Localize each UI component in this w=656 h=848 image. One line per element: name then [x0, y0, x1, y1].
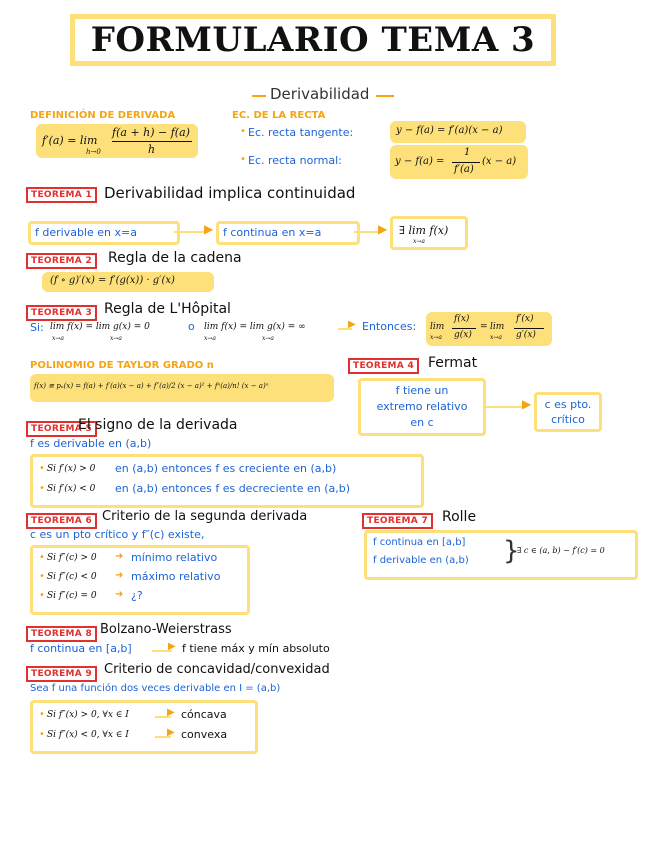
bullet-dot: • — [39, 483, 45, 494]
sd-line-1-math: Si f″(c) > 0 — [47, 553, 97, 563]
limit-exists-box — [390, 216, 468, 250]
extremum-box — [358, 378, 486, 436]
subtitle-rule-right — [376, 95, 394, 97]
chain-rule-formula: (f ∘ g)′(x) = f′(g(x)) · g′(x) — [50, 275, 175, 286]
taylor-formula: f(x) ≅ pₙ(x) = f(a) + f′(a)(x − a) + f″(a)/2 (x − a)² + fⁿ(a)/n! (x − a)ⁿ — [34, 382, 269, 390]
arrow-right-icon: ➜ — [115, 551, 124, 562]
sign-derivative-box — [30, 454, 424, 508]
theorem-9-title: Criterio de concavidad/convexidad — [104, 662, 330, 677]
arrow-right-icon: ▶ — [522, 397, 532, 411]
normal-denominator: f′(a) — [454, 164, 474, 175]
title-box — [70, 14, 556, 66]
sd-line-3-text: ¿? — [131, 589, 143, 602]
lhopital-sub-2a: x→a — [204, 335, 216, 342]
bullet-dot: • — [240, 126, 246, 137]
extremum-line-1: f tiene un — [395, 384, 449, 397]
arrow-line — [174, 231, 208, 233]
bullet-dot: • — [39, 463, 45, 474]
fraction-bar — [112, 141, 192, 142]
bullet-dot: • — [39, 552, 45, 563]
bullet-dot: • — [39, 571, 45, 582]
sign-line-1-math: Si f′(x) > 0 — [47, 464, 96, 474]
lhopital-sub-1a: x→a — [52, 335, 64, 342]
continuous-box-text: f continua en x=a — [223, 226, 322, 239]
fraction-bar — [452, 328, 476, 329]
lhopital-lim-right: lim — [490, 322, 505, 332]
rolle-box — [364, 530, 638, 580]
bolzano-result: f tiene máx y mín absoluto — [182, 642, 330, 655]
theorem-7-title: Rolle — [442, 509, 477, 525]
lhopital-gp-den: g′(x) — [516, 330, 536, 340]
theorem-tag-1: TEOREMA 1 — [26, 187, 97, 203]
concavity-line-1-text: cóncava — [181, 708, 227, 721]
theorem-6-title: Criterio de la segunda derivada — [102, 509, 308, 524]
arrow-right-icon: ▶ — [378, 222, 388, 236]
arrow-right-icon: ▶ — [348, 319, 356, 330]
bolzano-condition: f continua en [a,b] — [30, 642, 132, 655]
tangent-formula-box — [390, 121, 526, 143]
critical-point-box — [534, 392, 602, 432]
sd-line-2-math: Si f″(c) < 0 — [47, 572, 97, 582]
lhopital-lim-left: lim — [430, 322, 445, 332]
limit-exists-sub: x→a — [413, 238, 425, 245]
rolle-line-2: f derivable en (a,b) — [373, 555, 469, 566]
fraction-bar — [452, 162, 480, 163]
sign-line-2-math: Si f′(x) < 0 — [47, 484, 96, 494]
derivative-numerator: f(a + h) − f(a) — [112, 126, 190, 139]
lhopital-entonces: Entonces: — [362, 320, 417, 333]
lhopital-result-box — [426, 312, 552, 346]
bullet-dot: • — [39, 709, 45, 720]
theorem-tag-2: TEOREMA 2 — [26, 253, 97, 269]
arrow-right-icon: ▶ — [167, 707, 175, 718]
subtitle-rule-left — [252, 95, 266, 97]
rolle-line-1: f continua en [a,b] — [373, 537, 466, 548]
bullet-dot: • — [39, 729, 45, 740]
line-equation-heading: EC. DE LA RECTA — [232, 110, 326, 121]
arrow-right-icon: ▶ — [167, 727, 175, 738]
sign-line-2-text: en (a,b) entonces f es decreciente en (a,b) — [115, 482, 351, 495]
theorem-1-title: Derivabilidad implica continuidad — [104, 184, 356, 202]
normal-formula-box — [390, 145, 528, 179]
normal-formula-rhs: (x − a) — [482, 156, 517, 167]
concavity-line-2-math: Si f″(x) < 0, ∀x ∈ I — [47, 730, 129, 740]
bullet-dot: • — [240, 154, 246, 165]
lhopital-sub-1b: x→a — [110, 335, 122, 342]
taylor-heading: POLINOMIO DE TAYLOR GRADO n — [30, 360, 214, 371]
theorem-3-title: Regla de L'Hôpital — [104, 301, 231, 317]
limit-exists-text: ∃ lim f(x) — [399, 224, 449, 237]
arrow-right-icon: ▶ — [168, 641, 176, 652]
derivable-box-text: f derivable en x=a — [35, 226, 137, 239]
lhopital-cond-2: lim f(x) = lim g(x) = ∞ — [204, 322, 306, 332]
derivable-box — [28, 221, 180, 245]
theorem-2-title: Regla de la cadena — [108, 250, 242, 266]
rolle-brace: } — [503, 536, 520, 566]
derivative-limit-sub: h→0 — [86, 148, 101, 156]
extremum-line-3: en c — [410, 416, 434, 429]
theorem-8-title: Bolzano-Weierstrass — [100, 622, 232, 637]
theorem-5-condition: f es derivable en (a,b) — [30, 437, 152, 450]
theorem-tag-9: TEOREMA 9 — [26, 666, 97, 682]
critical-line-2: crítico — [551, 413, 585, 426]
arrow-line — [484, 406, 526, 408]
lhopital-sub-2b: x→a — [262, 335, 274, 342]
derivative-lhs: f′(a) = lim — [42, 134, 98, 147]
lhopital-equals: = — [480, 322, 488, 332]
tangent-label: Ec. recta tangente: — [248, 126, 354, 139]
theorem-tag-4: TEOREMA 4 — [348, 358, 419, 374]
theorem-tag-7: TEOREMA 7 — [362, 513, 433, 529]
arrow-right-icon: ➜ — [115, 589, 124, 600]
lhopital-si: Si: — [30, 321, 44, 334]
derivative-definition-box — [36, 124, 198, 158]
fraction-bar — [514, 328, 544, 329]
theorem-tag-8: TEOREMA 8 — [26, 626, 97, 642]
lhopital-lim-left-sub: x→a — [430, 334, 442, 341]
sd-line-1-text: mínimo relativo — [131, 551, 218, 564]
continuous-box — [216, 221, 360, 245]
theorem-6-condition: c es un pto crítico y f″(c) existe, — [30, 528, 205, 541]
concavity-box — [30, 700, 258, 754]
concavity-condition: Sea f una función dos veces derivable en I = (a,b) — [30, 683, 281, 694]
extremum-line-2: extremo relativo — [376, 400, 468, 413]
derivative-denominator: h — [148, 143, 156, 156]
normal-formula-lhs: y − f(a) = — [395, 156, 445, 167]
lhopital-lim-right-sub: x→a — [490, 334, 502, 341]
normal-label: Ec. recta normal: — [248, 154, 342, 167]
theorem-4-title: Fermat — [428, 355, 478, 371]
arrow-right-icon: ▶ — [204, 222, 214, 236]
page-title: FORMULARIO TEMA 3 — [90, 20, 536, 60]
theorem-5-title: El signo de la derivada — [78, 417, 238, 433]
lhopital-f-num: f(x) — [454, 314, 470, 324]
lhopital-g-den: g(x) — [454, 330, 472, 340]
second-derivative-box — [30, 545, 250, 615]
bullet-dot: • — [39, 590, 45, 601]
critical-line-1: c es pto. — [544, 398, 592, 411]
lhopital-or: o — [188, 320, 195, 333]
rolle-result: ∃ c ∈ (a, b) − f′(c) = 0 — [517, 546, 605, 555]
lhopital-fp-num: f′(x) — [516, 314, 534, 324]
concavity-line-2-text: convexa — [181, 728, 228, 741]
theorem-tag-6: TEOREMA 6 — [26, 513, 97, 529]
theorem-tag-5: TEOREMA 5 — [26, 421, 97, 437]
sd-line-3-math: Si f″(c) = 0 — [47, 591, 97, 601]
sign-line-1-text: en (a,b) entonces f es creciente en (a,b) — [115, 462, 337, 475]
normal-numerator: 1 — [464, 147, 471, 158]
section-subtitle: Derivabilidad — [270, 85, 370, 103]
concavity-line-1-math: Si f″(x) > 0, ∀x ∈ I — [47, 710, 129, 720]
theorem-tag-3: TEOREMA 3 — [26, 305, 97, 321]
definition-heading: DEFINICIÓN DE DERIVADA — [30, 110, 176, 121]
chain-rule-box — [42, 272, 214, 292]
tangent-formula: y − f(a) = f′(a)(x − a) — [396, 125, 503, 136]
lhopital-cond-1: lim f(x) = lim g(x) = 0 — [50, 322, 150, 332]
arrow-right-icon: ➜ — [115, 570, 124, 581]
sd-line-2-text: máximo relativo — [131, 570, 221, 583]
taylor-box — [30, 374, 334, 402]
